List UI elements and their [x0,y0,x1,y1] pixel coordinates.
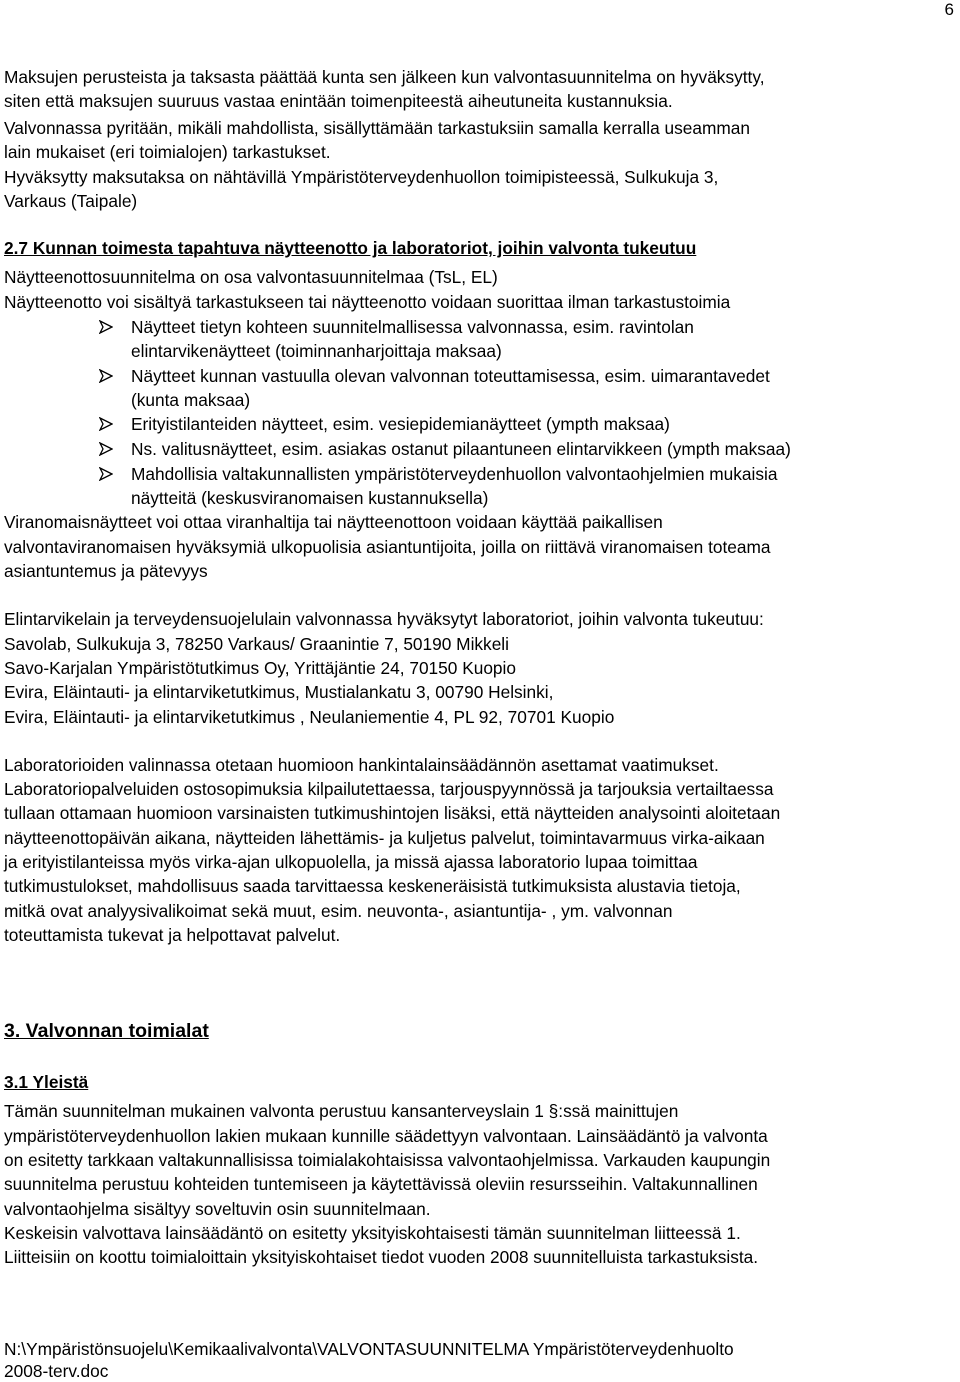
section3-line: Tämän suunnitelman mukainen valvonta perustuu kansanterveyslain 1 §:ssä mainittujen [4,1101,679,1121]
sub-heading-3-1: 3.1 Yleistä [4,1072,89,1092]
lab-line: Elintarvikelain ja terveydensuojelulain valvonnassa hyväksytyt laboratoriot, joihin valvonta tukeutuu: [4,609,764,629]
footer-path: N:\Ympäristönsuojelu\Kemikaalivalvonta\VALVONTASUUNNITELMA Ympäristöterveydenhuolto [4,1339,734,1359]
intro-line: Hyväksytty maksutaksa on nähtävillä Ympäristöterveydenhuollon toimipisteessä, Sulkukuja 3, [4,167,719,187]
page-number: 6 [944,0,954,19]
bullet-line: Ns. valitusnäytteet, esim. asiakas ostanut pilaantuneen elintarvikkeen (ympth maksaa) [131,439,791,459]
lab-line: Evira, Eläintauti- ja elintarviketutkimus, Mustialankatu 3, 00790 Helsinki, [4,682,554,702]
selection-line: toteuttamista tukevat ja helpottavat palvelut. [4,925,341,945]
bullet-line: Näytteet tietyn kohteen suunnitelmallisessa valvonnassa, esim. ravintolan [131,317,694,337]
bullet-line: Mahdollisia valtakunnallisten ympäristöterveydenhuollon valvontaohjelmien mukaisia [131,464,778,484]
lead-line: Näytteenotto voi sisältyä tarkastukseen tai näytteenotto voidaan suorittaa ilman tarkastustoimia [4,292,731,312]
lab-line: Savo-Karjalan Ympäristötutkimus Oy, Yrittäjäntie 24, 70150 Kuopio [4,658,516,678]
intro-line: siten että maksujen suuruus vastaa enintään toimenpiteestä aiheutuneita kustannuksia. [4,91,673,111]
bullet-line: Erityistilanteiden näytteet, esim. vesiepidemianäytteet (ympth maksaa) [131,414,670,434]
selection-line: tutkimustulokset, mahdollisuus saada tarvittaessa keskeneräisistä tutkimuksista alustavia tietoja, [4,876,741,896]
selection-line: näytteenottopäivän aikana, näytteiden lähettämis- ja kuljetus palvelut, toimintavarmuus virka-aikaan [4,828,765,848]
footer-path: 2008-terv.doc [4,1361,109,1381]
arrow-bullet-icon [99,442,113,456]
section3-line: suunnitelma perustuu kohteiden tuntemiseen ja käytettävissä oleviin resursseihin. Valtakunnallinen [4,1174,758,1194]
selection-line: ja erityistilanteissa myös virka-ajan ulkopuolella, ja missä ajassa laboratorio lupaa toimittaa [4,852,698,872]
lead-line: Näytteenottosuunnitelma on osa valvontasuunnitelmaa (TsL, EL) [4,267,498,287]
arrow-bullet-icon [99,467,113,481]
intro-line: Varkaus (Taipale) [4,191,138,211]
selection-line: Laboratoriopalveluiden ostosopimuksia kilpailutettaessa, tarjouspyynnössä ja tarjouksia vertailtaessa [4,779,774,799]
intro-line: Valvonnassa pyritään, mikäli mahdollista, sisällyttämään tarkastuksiin samalla kerralla useamman [4,118,750,138]
bullet-line: Näytteet kunnan vastuulla olevan valvonnan toteuttamisessa, esim. uimarantavedet [131,366,770,386]
authority-line: valvontaviranomaisen hyväksymiä ulkopuolisia asiantuntijoita, joilla on riittävä viranomaisen toteama [4,537,771,557]
selection-line: mitkä ovat analyysivalikoimat sekä muut, esim. neuvonta-, asiantuntija- , ym. valvonnan [4,901,673,921]
lab-line: Evira, Eläintauti- ja elintarviketutkimus , Neulaniementie 4, PL 92, 70701 Kuopio [4,707,615,727]
selection-line: Laboratorioiden valinnassa otetaan huomioon hankintalainsäädännön asettamat vaatimukset. [4,755,719,775]
section3-line: valvontaohjelma sisältyy soveltuvin osin suunnitelmaan. [4,1199,431,1219]
section3-line: Keskeisin valvottava lainsäädäntö on esitetty yksityiskohtaisesti tämän suunnitelman liitteessä 1. [4,1223,741,1243]
intro-line: lain mukaiset (eri toimialojen) tarkastukset. [4,142,331,162]
arrow-bullet-icon [99,320,113,334]
section3-line: Liitteisiin on koottu toimialoittain yksityiskohtaiset tiedot vuoden 2008 suunnitelluista tarkastuksista. [4,1247,759,1267]
intro-line: Maksujen perusteista ja taksasta päättää kunta sen jälkeen kun valvontasuunnitelma on hyväksytty, [4,67,765,87]
authority-line: Viranomaisnäytteet voi ottaa viranhaltija tai näytteenottoon voidaan käyttää paikallisen [4,512,663,532]
section3-line: on esitetty tarkkaan valtakunnallisissa toimialakohtaisissa valvontaohjelmissa. Varkauden kaupungin [4,1150,771,1170]
selection-line: tullaan ottamaan huomioon varsinaisten tutkimushintojen lisäksi, että näytteiden analysointi aloitetaan [4,803,781,823]
section-heading-2-7: 2.7 Kunnan toimesta tapahtuva näytteenotto ja laboratoriot, joihin valvonta tukeutuu [4,238,697,258]
bullet-line: näytteitä (keskusviranomaisen kustannuksella) [131,488,489,508]
section-heading-3: 3. Valvonnan toimialat [4,1020,209,1042]
lab-line: Savolab, Sulkukuja 3, 78250 Varkaus/ Graanintie 7, 50190 Mikkeli [4,634,509,654]
arrow-bullet-icon [99,417,113,431]
bullet-line: elintarvikenäytteet (toiminnanharjoittaja maksaa) [131,341,502,361]
section3-line: ympäristöterveydenhuollon lakien mukaan kunnille säädettyyn valvontaan. Lainsäädäntö ja valvonta [4,1126,768,1146]
bullet-line: (kunta maksaa) [131,390,251,410]
arrow-bullet-icon [99,369,113,383]
authority-line: asiantuntemus ja pätevyys [4,561,208,581]
